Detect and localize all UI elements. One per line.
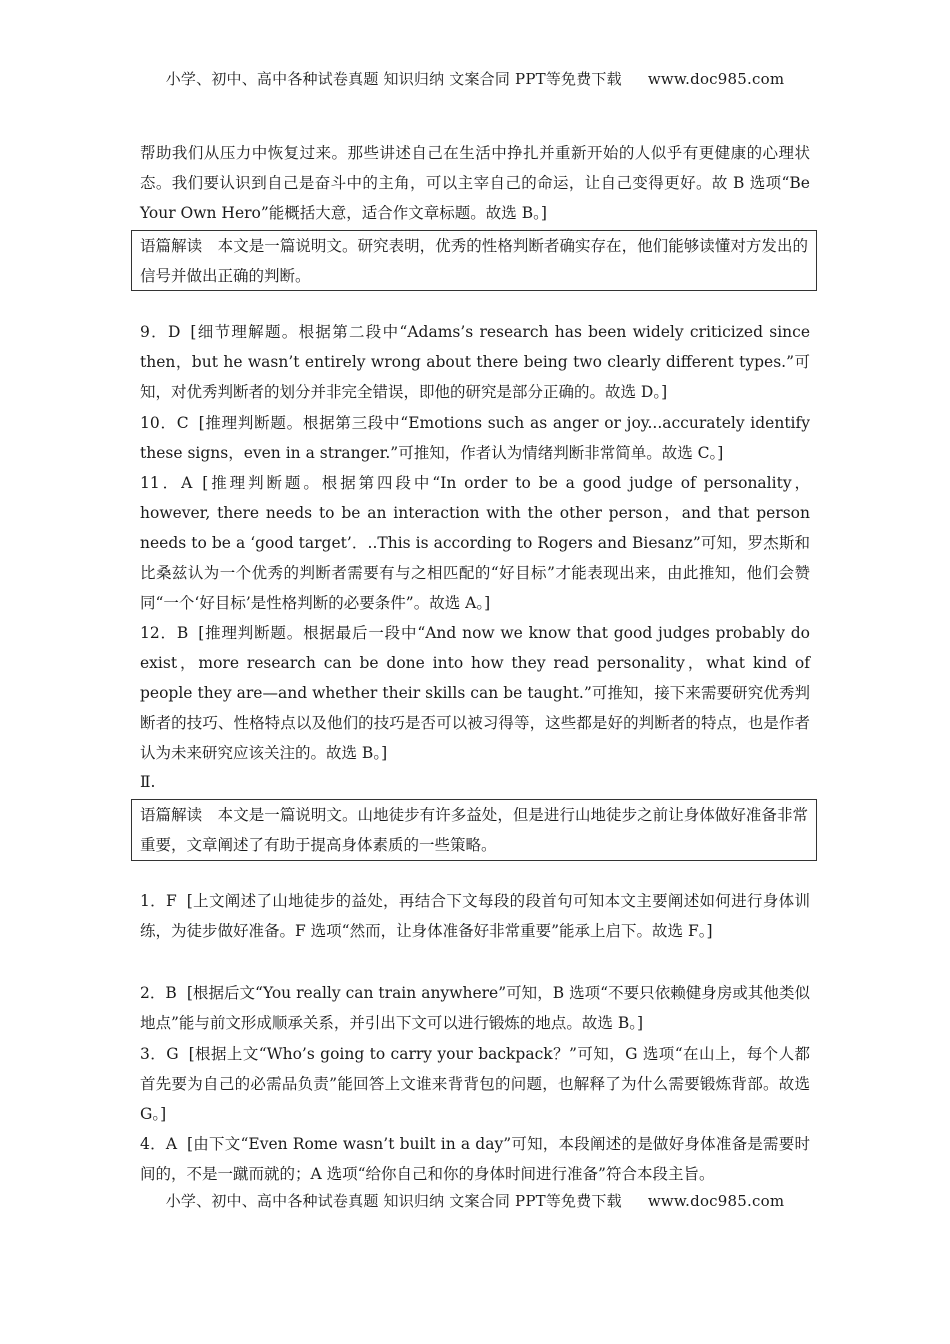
- footer-text: 小学、初中、高中各种试卷真题 知识归纳 文案合同 PPT等免费下载: [165, 1192, 622, 1210]
- answer-text: [由下文“Even Rome wasn’t built in a day”可知，本段阐述的是做好身体准备是需要时间的，不是一蹴而就的；A 选项“给你自己和你的身体时间进行准备”符合本段主旨。: [140, 1135, 810, 1183]
- answer-item-4: [140, 1129, 810, 1189]
- answer-number: 10．C: [140, 414, 189, 432]
- answer-number: 11．A: [140, 474, 193, 492]
- answer-text: [推理判断题。根据第四段中“In order to be a good judge of personality，however, there needs to be an interaction with the other person，and that person needs to be a ‘good target’．..This is according to Rogers and Biesanz”可知，罗杰斯和比桑兹认为一个优秀的判断者需要有与之相匹配的“好目标”才能表现出来，由此推知，他们会赞同“一个‘好目标’是性格判断的必要条件”。故选 A。]: [140, 474, 810, 612]
- answer-item-2: [140, 978, 810, 1038]
- section-2-label: Ⅱ.: [140, 773, 156, 791]
- answer-number: 12．B: [140, 624, 189, 642]
- answer-text: [上文阐述了山地徒步的益处，再结合下文每段的段首句可知本文主要阐述如何进行身体训练，为徒步做好准备。F 选项“然而，让身体准备好非常重要”能承上启下。故选 F。]: [140, 892, 810, 940]
- answer-text: [推理判断题。根据最后一段中“And now we know that good judges probably do exist，more research can be done into how they read personality，what kind of people they are—and whether their skills can be taught.”可推知，接下来需要研究优秀判断者的技巧、性格特点以及他们的技巧是否可以被习得等，这些都是好的判断者的特点，也是作者认为未来研究应该关注的。故选 B。]: [140, 624, 810, 762]
- summary-box-1: [131, 230, 817, 291]
- answer-number: 4．A: [140, 1135, 178, 1153]
- answer-item-3: [140, 1039, 810, 1129]
- answer-number: 2．B: [140, 984, 177, 1002]
- footer-url: www.doc985.com: [647, 1192, 785, 1210]
- header-url: www.doc985.com: [647, 70, 785, 88]
- answer-number: 1．F: [140, 892, 177, 910]
- answer-item-11: [140, 468, 810, 618]
- answer-text: [推理判断题。根据第三段中“Emotions such as anger or joy...accurately identify these signs，even in a stranger.”可推知，作者认为情绪判断非常简单。故选 C。]: [140, 414, 810, 462]
- answer-text: [细节理解题。根据第二段中“Adams’s research has been widely criticized since then，but he wasn’t entirely wrong about there being two clearly different types.”可知，对优秀判断者的划分并非完全错误，即他的研究是部分正确的。故选 D。]: [140, 323, 810, 401]
- header-text: 小学、初中、高中各种试卷真题 知识归纳 文案合同 PPT等免费下载: [165, 70, 622, 88]
- answer-text: [根据后文“You really can train anywhere”可知，B 选项“不要只依赖健身房或其他类似地点”能与前文形成顺承关系，并引出下文可以进行锻炼的地点。故选 B。]: [140, 984, 810, 1032]
- summary-text-1: 语篇解读 本文是一篇说明文。研究表明，优秀的性格判断者确实存在，他们能够读懂对方发出的信号并做出正确的判断。: [140, 237, 808, 285]
- answer-item-1: [140, 886, 810, 946]
- answer-text: [根据上文“Who’s going to carry your backpack？”可知，G 选项“在山上，每个人都首先要为自己的必需品负责”能回答上文谁来背背包的问题，也解释了为什么需要锻炼背部。故选 G。]: [140, 1045, 810, 1123]
- answer-number: 9．D: [140, 323, 181, 341]
- answer-number: 3．G: [140, 1045, 179, 1063]
- answer-item-9: [140, 317, 810, 407]
- answer-item-12: [140, 618, 810, 768]
- answer-item-10: [140, 408, 810, 468]
- summary-text-2: 语篇解读 本文是一篇说明文。山地徒步有许多益处，但是进行山地徒步之前让身体做好准备非常重要，文章阐述了有助于提高身体素质的一些策略。: [140, 806, 808, 854]
- continued-paragraph: 帮助我们从压力中恢复过来。那些讲述自己在生活中挣扎并重新开始的人似乎有更健康的心理状态。我们要认识到自己是奋斗中的主角，可以主宰自己的命运，让自己变得更好。故 B 选项“Be Your Own Hero”能概括大意，适合作文章标题。故选 B。]: [140, 144, 810, 222]
- page-footer: [0, 1190, 950, 1211]
- summary-box-2: [131, 799, 817, 861]
- page-header: [0, 68, 950, 89]
